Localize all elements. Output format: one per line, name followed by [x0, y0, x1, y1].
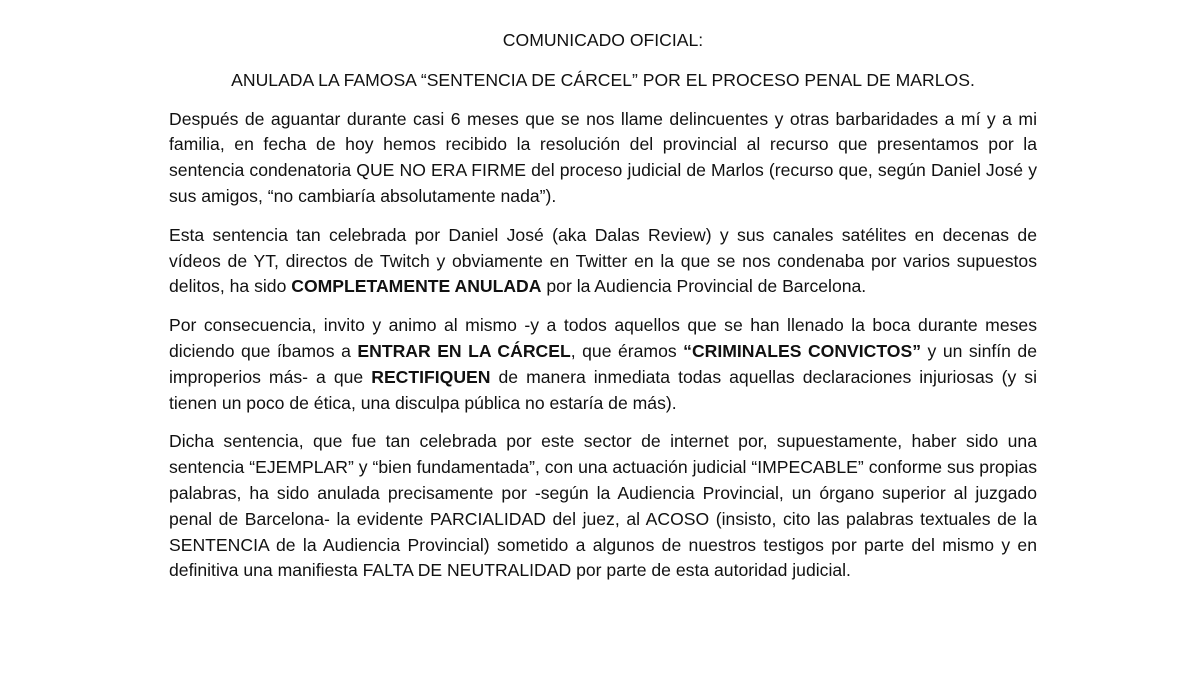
paragraph-3-part-2: , que éramos	[570, 340, 684, 361]
paragraph-3-bold-2: “CRIMINALES CONVICTOS”	[683, 340, 922, 361]
paragraph-3	[169, 313, 1037, 416]
paragraph-3-part-1: Por consecuencia, invito y animo al mismo -y a todos aquellos que se han llenado la boca durante meses diciendo que íbamos a	[169, 315, 1037, 361]
statement-document	[169, 28, 1037, 597]
paragraph-2	[169, 223, 1037, 300]
paragraph-4: Dicha sentencia, que fue tan celebrada por este sector de internet por, supuestamente, haber sido una sentencia “EJEMPLAR” y “bien fundamentada”, con una actuación judicial “IMPECABLE” conforme sus propias palabras, ha sido anulada precisamente por -según la Audiencia Provincial, un órgano superior al juzgado penal de Barcelona- la evidente PARCIALIDAD del juez, al ACOSO (insisto, cito las palabras textuales de la SENTENCIA de la Audiencia Provincial) sometido a algunos de nuestros testigos por parte del mismo y en definitiva una manifiesta FALTA DE NEUTRALIDAD por parte de esta autoridad judicial.	[169, 431, 1037, 581]
document-title: COMUNICADO OFICIAL:	[502, 30, 704, 50]
paragraph-3-part-3: y un sinfín de improperios más- a que	[169, 340, 1038, 387]
paragraph-2-text-after: por la Audiencia Provincial de Barcelona.	[541, 276, 867, 297]
paragraph-1: Después de aguantar durante casi 6 meses que se nos llame delincuentes y otras barbaridades a mí y a mi familia, en fecha de hoy hemos recibido la resolución del provincial al recurso que presentamos por la sentencia condenatoria QUE NO ERA FIRME del proceso judicial de Marlos (recurso que, según Daniel José y sus amigos, “no cambiaría absolutamente nada”).	[169, 108, 1037, 206]
paragraph-3-part-4: de manera inmediata todas aquellas declaraciones injuriosas (y si tienen un poco de ética, una disculpa pública no estaría de más).	[169, 366, 1037, 413]
paragraph-2-text-before: Esta sentencia tan celebrada por Daniel José (aka Dalas Review) y sus canales satélites en decenas de vídeos de YT, directos de Twitch y obviamente en Twitter en la que se nos condenaba por varios supuestos delitos, ha sido	[169, 224, 1037, 297]
document-headline: ANULADA LA FAMOSA “SENTENCIA DE CÁRCEL” POR EL PROCESO PENAL DE MARLOS.	[231, 69, 975, 90]
paragraph-3-bold-3: RECTIFIQUEN	[371, 366, 491, 387]
paragraph-2-bold: COMPLETAMENTE ANULADA	[291, 276, 542, 297]
paragraph-3-bold-1: ENTRAR EN LA CÁRCEL	[357, 340, 571, 361]
